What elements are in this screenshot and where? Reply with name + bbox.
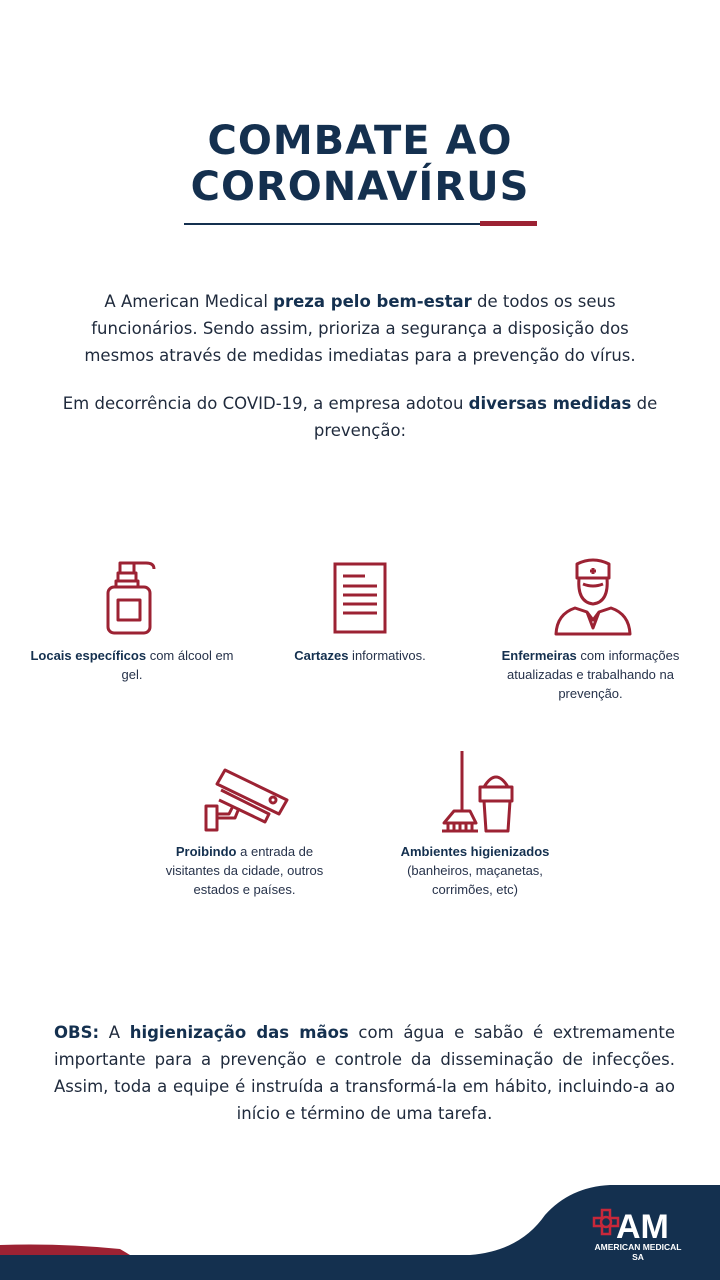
- cleaning-mop-bucket-icon: [440, 749, 516, 835]
- obs-paragraph: OBS: A higienização das mãos com água e sabão é extremamente importante para a prevenção e controle da disseminação de infecções. Assim, toda a equipe é instruída a transformá-la em hábito, incluindo-a ao início e término de uma tarefa.: [54, 1023, 675, 1123]
- intro-paragraph: A American Medical preza pelo bem-estar de todos os seus funcionários. Sendo assim, prioriza a segurança a disposição dos mesmos através de medidas imediatas para a prevenção do vírus.: [84, 292, 636, 365]
- title-line-2: CORONAVÍRUS: [190, 164, 530, 210]
- intro-paragraph-2: Em decorrência do COVID-19, a empresa adotou diversas medidas de prevenção:: [62, 394, 658, 440]
- measure-caption-5: Ambientes higienizados (banheiros, maçanetas, corrimões, etc): [400, 844, 550, 897]
- title-line-1: COMBATE AO: [207, 118, 513, 164]
- measure-caption-2: Cartazes informativos.: [294, 648, 426, 663]
- document-icon: [333, 562, 389, 636]
- page-title: [0, 118, 720, 210]
- title-underline: [184, 223, 480, 225]
- logo-letters: AM: [616, 1208, 669, 1246]
- measure-caption-4: Proibindo a entrada de visitantes da cidade, outros estados e países.: [165, 844, 324, 897]
- measure-caption-3: Enfermeiras com informações atualizadas e trabalhando na prevenção.: [501, 648, 680, 701]
- nurse-icon: [553, 558, 633, 638]
- measure-caption-1: Locais específicos com álcool em gel.: [30, 648, 234, 682]
- company-name: AMERICAN MEDICAL SA: [594, 1242, 682, 1262]
- title-underline-accent: [480, 221, 537, 226]
- hand-sanitizer-icon: [100, 560, 160, 638]
- security-camera-icon: [203, 766, 291, 834]
